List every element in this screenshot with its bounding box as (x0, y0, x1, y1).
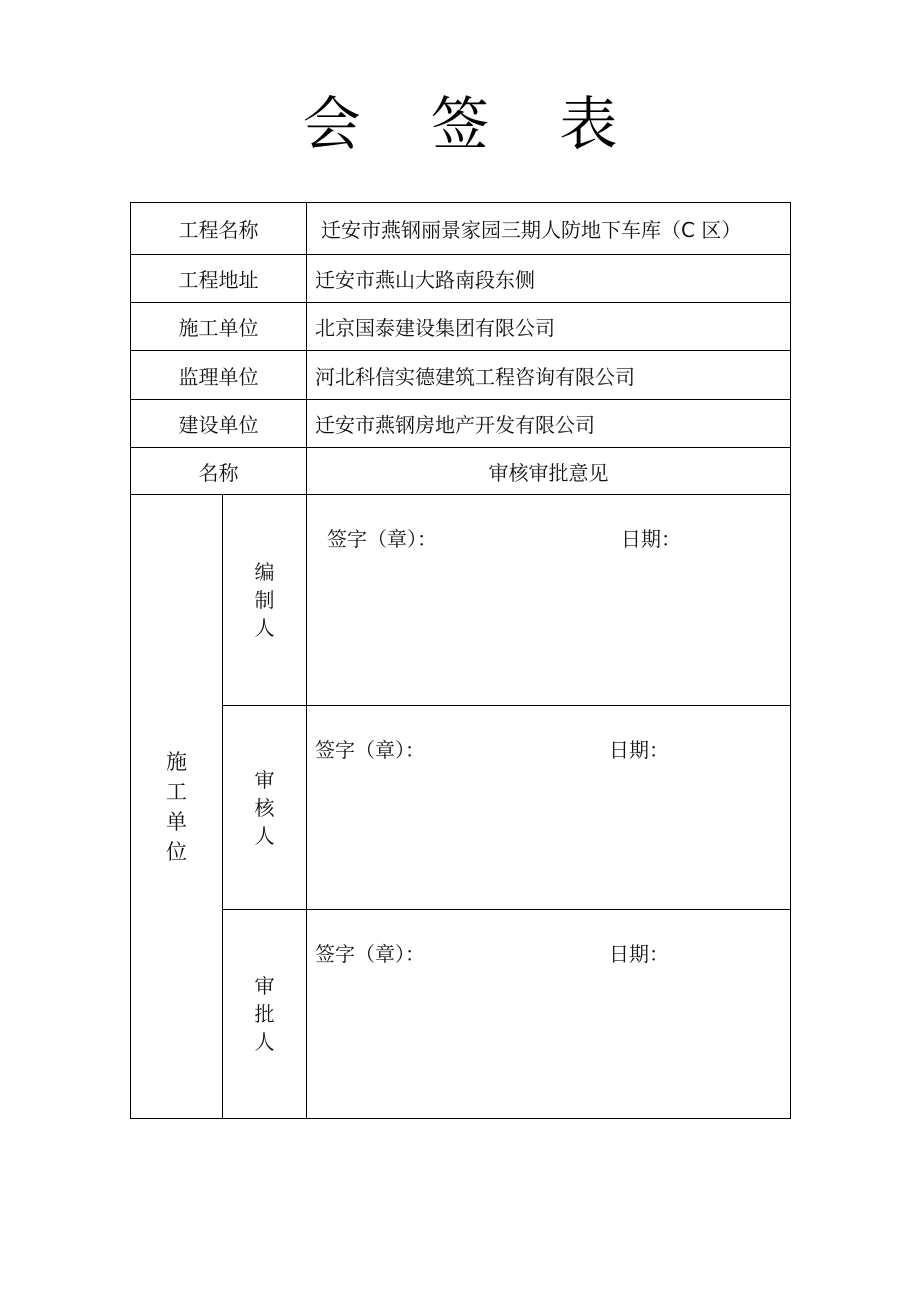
table-row-compiler (131, 495, 791, 706)
approver-opinion-cell (307, 910, 791, 1119)
supervision-unit-value: 河北科信实德建筑工程咨询有限公司 (307, 351, 791, 400)
opinion-header: 审核审批意见 (307, 448, 791, 495)
table-row-construction-unit (131, 303, 791, 351)
table-row-approver (131, 910, 791, 1119)
construction-unit-group-label (131, 495, 223, 1119)
approver-role-cell (223, 910, 307, 1119)
approver-date-label: 日期： (609, 942, 669, 966)
table-row-supervision-unit (131, 351, 791, 400)
table-row-project-name (131, 203, 791, 255)
table-row-project-address (131, 255, 791, 303)
construction-unit-label: 施工单位 (131, 303, 307, 351)
owner-unit-label: 建设单位 (131, 400, 307, 448)
table-row-owner-unit (131, 400, 791, 448)
compiler-role-label: 编制人 (254, 560, 275, 640)
project-address-label: 工程地址 (131, 255, 307, 303)
project-name-value: 迁安市燕钢丽景家园三期人防地下车库（C 区） (307, 203, 791, 255)
reviewer-role-label: 审核人 (254, 767, 275, 848)
owner-unit-value: 迁安市燕钢房地产开发有限公司 (307, 400, 791, 448)
document-title: 会 签 表 (302, 90, 644, 158)
compiler-date-label: 日期： (621, 527, 681, 551)
sign-off-table (130, 202, 791, 1119)
reviewer-role-cell (223, 706, 307, 910)
construction-unit-value: 北京国泰建设集团有限公司 (307, 303, 791, 351)
table-row-reviewer (131, 706, 791, 910)
project-address-value: 迁安市燕山大路南段东侧 (307, 255, 791, 303)
reviewer-date-label: 日期： (609, 738, 669, 762)
compiler-role-cell (223, 495, 307, 706)
reviewer-opinion-cell (307, 706, 791, 910)
construction-unit-group-text: 施工单位 (166, 749, 187, 864)
supervision-unit-label: 监理单位 (131, 351, 307, 400)
reviewer-signature-label: 签字（章）： (315, 738, 425, 762)
approver-signature-label: 签字（章）： (315, 942, 425, 966)
approver-role-label: 审批人 (254, 974, 275, 1054)
project-name-label: 工程名称 (131, 203, 307, 255)
compiler-opinion-cell (307, 495, 791, 706)
compiler-signature-label: 签字（章）： (327, 527, 437, 551)
table-row-header (131, 448, 791, 495)
name-header: 名称 (131, 448, 307, 495)
